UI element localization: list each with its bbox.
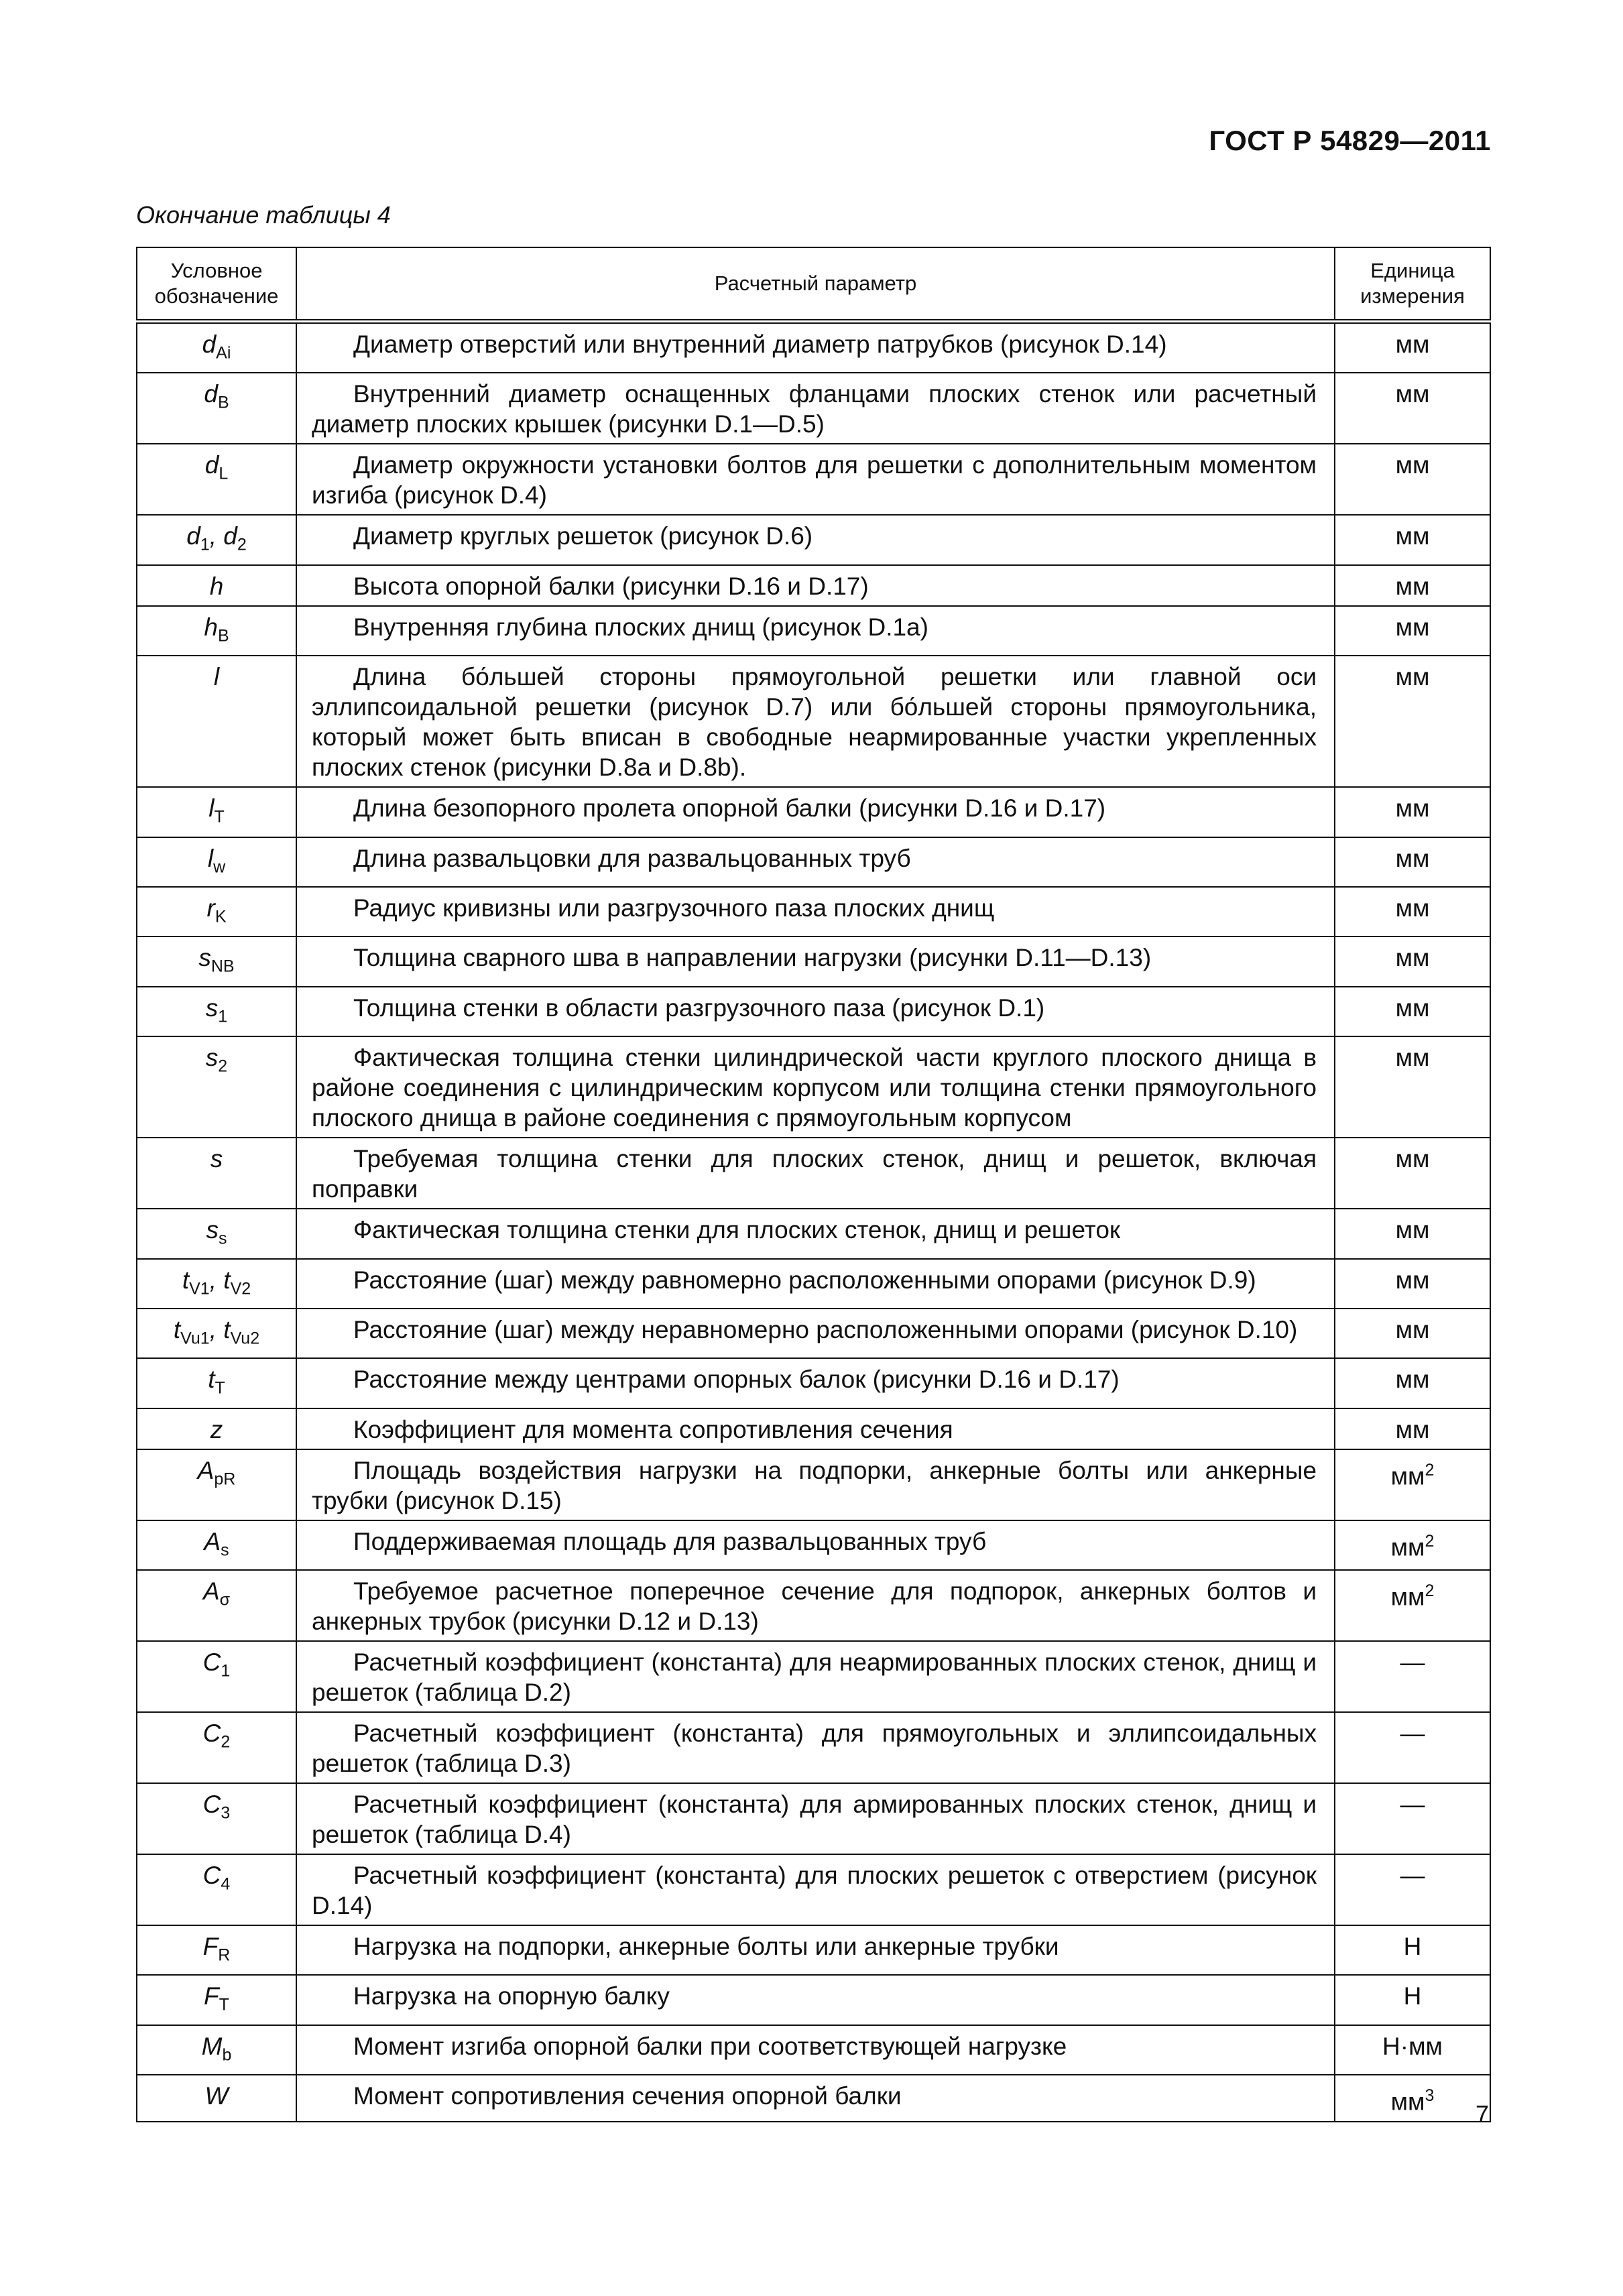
description-cell: Диаметр отверстий или внутренний диаметр патрубков (рисунок D.14) bbox=[296, 322, 1335, 373]
description-cell: Длина безопорного пролета опорной балки (рисунки D.16 и D.17) bbox=[296, 787, 1335, 837]
table-body bbox=[137, 322, 1490, 2122]
table-row bbox=[137, 1975, 1490, 2025]
table-row bbox=[137, 887, 1490, 936]
table-row bbox=[137, 787, 1490, 837]
table-row bbox=[137, 1712, 1490, 1783]
description-cell: Диаметр окружности установки болтов для решетки с дополнительным моментом изгиба (рисунок D.4) bbox=[296, 444, 1335, 515]
unit-cell: мм bbox=[1335, 606, 1490, 656]
symbol-cell: $A_s$ bbox=[137, 1520, 296, 1570]
symbol-cell: $d_1$, $d_2$ bbox=[137, 515, 296, 564]
unit-cell: мм bbox=[1335, 373, 1490, 444]
unit-cell: $мм^2$ bbox=[1335, 1449, 1490, 1520]
unit-cell: мм bbox=[1335, 936, 1490, 986]
description-cell: Момент изгиба опорной балки при соответствующей нагрузке bbox=[296, 2025, 1335, 2075]
unit-cell: Н bbox=[1335, 1925, 1490, 1975]
table-row bbox=[137, 444, 1490, 515]
parameters-table bbox=[136, 247, 1491, 2122]
symbol-cell: $A_\sigma$ bbox=[137, 1570, 296, 1641]
symbol-cell: $l_w$ bbox=[137, 837, 296, 887]
description-cell: Диаметр круглых решеток (рисунок D.6) bbox=[296, 515, 1335, 564]
unit-cell: — bbox=[1335, 1641, 1490, 1712]
table-row bbox=[137, 1309, 1490, 1358]
description-cell: Расчетный коэффициент (константа) для прямоугольных и эллипсоидальных решеток (таблица D.3) bbox=[296, 1712, 1335, 1783]
page-number: 7 bbox=[1475, 2100, 1489, 2128]
symbol-cell: $d_L$ bbox=[137, 444, 296, 515]
symbol-cell: $s_1$ bbox=[137, 987, 296, 1036]
table-row bbox=[137, 656, 1490, 787]
unit-cell: мм bbox=[1335, 1408, 1490, 1449]
unit-cell: мм bbox=[1335, 565, 1490, 606]
description-cell: Расстояние (шаг) между неравномерно расположенными опорами (рисунок D.10) bbox=[296, 1309, 1335, 1358]
description-cell: Фактическая толщина стенки для плоских стенок, днищ и решеток bbox=[296, 1209, 1335, 1258]
symbol-cell: $M_b$ bbox=[137, 2025, 296, 2075]
description-cell: Расчетный коэффициент (константа) для плоских решеток с отверстием (рисунок D.14) bbox=[296, 1854, 1335, 1925]
description-cell: Площадь воздействия нагрузки на подпорки, анкерные болты или анкерные трубки (рисунок D.15) bbox=[296, 1449, 1335, 1520]
description-cell: Толщина сварного шва в направлении нагрузки (рисунки D.11—D.13) bbox=[296, 936, 1335, 986]
table-row bbox=[137, 1783, 1490, 1854]
description-cell: Расчетный коэффициент (константа) для неармированных плоских стенок, днищ и решеток (таблица D.2) bbox=[296, 1641, 1335, 1712]
description-cell: Внутренняя глубина плоских днищ (рисунок D.1a) bbox=[296, 606, 1335, 656]
table-row bbox=[137, 1358, 1490, 1408]
table-row bbox=[137, 2025, 1490, 2075]
description-cell: Нагрузка на опорную балку bbox=[296, 1975, 1335, 2025]
symbol-cell: l bbox=[137, 656, 296, 787]
table-row bbox=[137, 1854, 1490, 1925]
table-row bbox=[137, 837, 1490, 887]
description-cell: Высота опорной балки (рисунки D.16 и D.17) bbox=[296, 565, 1335, 606]
description-cell: Поддерживаемая площадь для развальцованных труб bbox=[296, 1520, 1335, 1570]
unit-cell: — bbox=[1335, 1712, 1490, 1783]
table-header-row bbox=[137, 247, 1490, 322]
symbol-cell: $d_B$ bbox=[137, 373, 296, 444]
description-cell: Нагрузка на подпорки, анкерные болты или анкерные трубки bbox=[296, 1925, 1335, 1975]
symbol-cell: $l_T$ bbox=[137, 787, 296, 837]
unit-cell: $мм^2$ bbox=[1335, 1520, 1490, 1570]
description-cell: Расчетный коэффициент (константа) для армированных плоских стенок, днищ и решеток (таблица D.4) bbox=[296, 1783, 1335, 1854]
table-row bbox=[137, 1449, 1490, 1520]
table-row bbox=[137, 2075, 1490, 2121]
table-row bbox=[137, 1036, 1490, 1138]
unit-cell: — bbox=[1335, 1783, 1490, 1854]
unit-cell: мм bbox=[1335, 515, 1490, 564]
symbol-cell: s bbox=[137, 1138, 296, 1209]
unit-cell: мм bbox=[1335, 1209, 1490, 1258]
symbol-cell: $F_T$ bbox=[137, 1975, 296, 2025]
symbol-cell: $A_{pR}$ bbox=[137, 1449, 296, 1520]
symbol-cell: z bbox=[137, 1408, 296, 1449]
description-cell: Требуемое расчетное поперечное сечение для подпорок, анкерных болтов и анкерных трубок (рисунки D.12 и D.13) bbox=[296, 1570, 1335, 1641]
symbol-cell: $C_2$ bbox=[137, 1712, 296, 1783]
unit-cell: мм bbox=[1335, 837, 1490, 887]
unit-cell: Н bbox=[1335, 1975, 1490, 2025]
symbol-cell: $r_K$ bbox=[137, 887, 296, 936]
symbol-cell: $s_s$ bbox=[137, 1209, 296, 1258]
table-row bbox=[137, 606, 1490, 656]
table-row bbox=[137, 373, 1490, 444]
unit-cell: мм bbox=[1335, 444, 1490, 515]
description-cell: Коэффициент для момента сопротивления сечения bbox=[296, 1408, 1335, 1449]
table-row bbox=[137, 565, 1490, 606]
symbol-cell: $s_{NB}$ bbox=[137, 936, 296, 986]
symbol-cell: $C_1$ bbox=[137, 1641, 296, 1712]
unit-cell: Н·мм bbox=[1335, 2025, 1490, 2075]
symbol-cell: $t_{V1}$, $t_{V2}$ bbox=[137, 1259, 296, 1309]
table-row bbox=[137, 1259, 1490, 1309]
table-row bbox=[137, 322, 1490, 373]
symbol-cell: $F_R$ bbox=[137, 1925, 296, 1975]
description-cell: Расстояние между центрами опорных балок (рисунки D.16 и D.17) bbox=[296, 1358, 1335, 1408]
description-cell: Радиус кривизны или разгрузочного паза плоских днищ bbox=[296, 887, 1335, 936]
symbol-cell: W bbox=[137, 2075, 296, 2121]
unit-cell: мм bbox=[1335, 1036, 1490, 1138]
symbol-cell: $h_B$ bbox=[137, 606, 296, 656]
unit-cell: мм bbox=[1335, 322, 1490, 373]
unit-cell: $мм^2$ bbox=[1335, 1570, 1490, 1641]
unit-cell: мм bbox=[1335, 1259, 1490, 1309]
table-row bbox=[137, 987, 1490, 1036]
unit-cell: мм bbox=[1335, 987, 1490, 1036]
unit-cell: мм bbox=[1335, 1138, 1490, 1209]
unit-cell: мм bbox=[1335, 656, 1490, 787]
unit-cell: $мм^3$ bbox=[1335, 2075, 1490, 2121]
table-row bbox=[137, 1925, 1490, 1975]
table-row bbox=[137, 1138, 1490, 1209]
table-row bbox=[137, 936, 1490, 986]
table-caption: Окончание таблицы 4 bbox=[136, 201, 391, 229]
unit-cell: мм bbox=[1335, 887, 1490, 936]
symbol-cell: $t_{Vu1}$, $t_{Vu2}$ bbox=[137, 1309, 296, 1358]
symbol-cell: $d_{Ai}$ bbox=[137, 322, 296, 373]
symbol-cell: $t_T$ bbox=[137, 1358, 296, 1408]
table-row bbox=[137, 1520, 1490, 1570]
column-header-unit: Единица измерения bbox=[1335, 247, 1490, 322]
description-cell: Толщина стенки в области разгрузочного паза (рисунок D.1) bbox=[296, 987, 1335, 1036]
table-row bbox=[137, 1570, 1490, 1641]
symbol-cell: $C_3$ bbox=[137, 1783, 296, 1854]
description-cell: Внутренний диаметр оснащенных фланцами плоских стенок или расчетный диаметр плоских крышек (рисунки D.1—D.5) bbox=[296, 373, 1335, 444]
unit-cell: мм bbox=[1335, 787, 1490, 837]
description-cell: Момент сопротивления сечения опорной балки bbox=[296, 2075, 1335, 2121]
description-cell: Фактическая толщина стенки цилиндрической части круглого плоского днища в районе соединения с цилиндрическим корпусом или толщина стенки прямоугольного плоского днища в районе соединения с прямоугольным корпусом bbox=[296, 1036, 1335, 1138]
table-row bbox=[137, 1408, 1490, 1449]
symbol-cell: $s_2$ bbox=[137, 1036, 296, 1138]
description-cell: Длина развальцовки для развальцованных труб bbox=[296, 837, 1335, 887]
symbol-cell: $C_4$ bbox=[137, 1854, 296, 1925]
symbol-cell: h bbox=[137, 565, 296, 606]
table-row bbox=[137, 1641, 1490, 1712]
description-cell: Расстояние (шаг) между равномерно расположенными опорами (рисунок D.9) bbox=[296, 1259, 1335, 1309]
table-row bbox=[137, 515, 1490, 564]
standard-code: ГОСТ Р 54829—2011 bbox=[1209, 125, 1491, 156]
column-header-symbol: Условное обозначение bbox=[137, 247, 296, 322]
column-header-parameter: Расчетный параметр bbox=[296, 247, 1335, 322]
table-row bbox=[137, 1209, 1490, 1258]
unit-cell: — bbox=[1335, 1854, 1490, 1925]
description-cell: Длина бо́льшей стороны прямоугольной решетки или главной оси эллипсоидальной решетки (рисунок D.7) или бо́льшей стороны прямоугольника, который может быть вписан в свободные неармированные участки укрепленных плоских стенок (рисунки D.8a и D.8b). bbox=[296, 656, 1335, 787]
unit-cell: мм bbox=[1335, 1309, 1490, 1358]
description-cell: Требуемая толщина стенки для плоских стенок, днищ и решеток, включая поправки bbox=[296, 1138, 1335, 1209]
unit-cell: мм bbox=[1335, 1358, 1490, 1408]
